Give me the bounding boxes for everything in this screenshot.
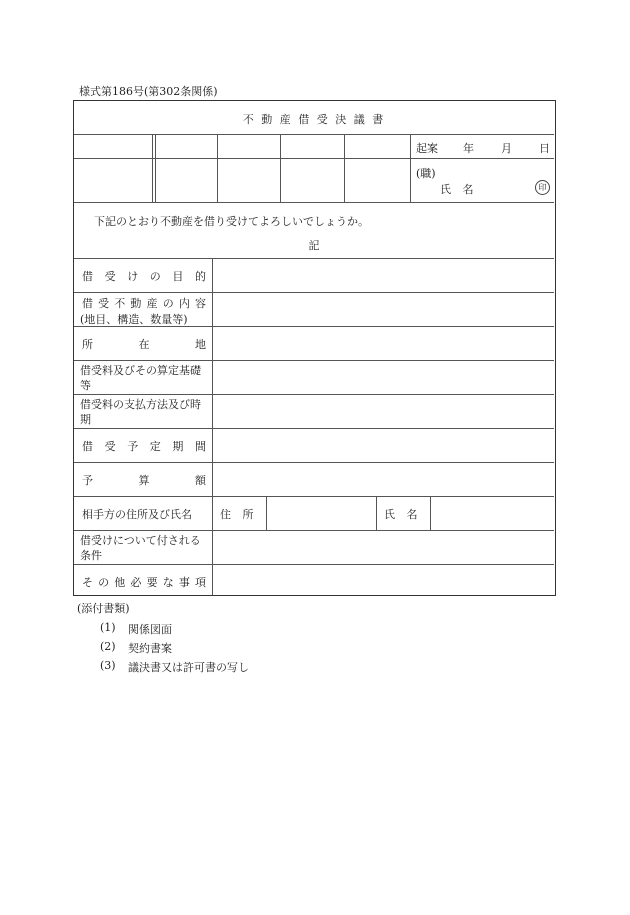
other-matters-label: その他必要な事項	[82, 576, 206, 589]
draft-month-label: 月	[501, 142, 512, 155]
draft-day-label: 日	[539, 142, 550, 155]
budget-value-cell[interactable]	[213, 463, 554, 496]
ki-label: 記	[308, 239, 320, 252]
property-content-label-line1: 借 受 不 動 産 の 内 容	[82, 297, 206, 310]
lease-period-value-cell[interactable]	[213, 429, 554, 462]
stamp-cell-divider	[217, 134, 218, 202]
conditions-label: 借受けについて付される条件	[80, 534, 201, 562]
rent-basis-value-cell[interactable]	[213, 361, 554, 394]
counterparty-label: 相手方の住所及び氏名	[82, 508, 192, 521]
divider	[74, 134, 554, 135]
purpose-label: 借受けの目的	[82, 270, 206, 283]
form-title: 不 動 産 借 受 決 議 書	[242, 113, 386, 126]
stamp-cell-divider	[344, 134, 345, 202]
form-number-label: 様式第186号(第302条関係)	[79, 85, 218, 98]
purpose-value-cell[interactable]	[213, 259, 554, 292]
counterparty-name-value-cell[interactable]	[431, 497, 554, 530]
seal-mark: 印	[535, 180, 550, 195]
intro-sentence: 下記のとおり不動産を借り受けてよろしいでしょうか。	[94, 215, 369, 228]
attachment-item-2: 契約書案	[128, 642, 172, 655]
payment-method-label: 借受料の支払方法及び時期	[80, 398, 201, 426]
other-matters-value-cell[interactable]	[213, 565, 554, 595]
location-label: 所在地	[82, 338, 206, 351]
property-content-value-cell[interactable]	[213, 293, 554, 326]
attachment-num-1: (1)	[100, 621, 116, 634]
attachment-item-1: 関係図面	[128, 623, 172, 636]
attachment-item-3: 議決書又は許可書の写し	[128, 661, 249, 674]
stamp-cell-divider	[410, 134, 411, 202]
address-label: 住 所	[220, 508, 258, 521]
decision-form-table	[73, 100, 556, 596]
budget-label: 予算額	[82, 474, 206, 487]
stamp-cell-divider	[280, 134, 281, 202]
draft-label: 起案	[416, 142, 438, 155]
attachments-header: (添付書類)	[77, 602, 130, 615]
counterparty-name-label: 氏 名	[384, 508, 422, 521]
property-content-label-line2: (地目、構造、数量等)	[80, 313, 188, 326]
stamp-cell-divider	[152, 134, 153, 202]
rent-basis-label: 借受料及びその算定基礎等	[80, 364, 201, 392]
stamp-cell-divider	[155, 134, 156, 202]
drafter-name-label: 氏 名	[440, 183, 478, 196]
position-label: (職)	[416, 167, 436, 180]
attachment-num-2: (2)	[100, 640, 116, 653]
draft-year-label: 年	[463, 142, 474, 155]
lease-period-label: 借受予定期間	[82, 440, 206, 453]
divider	[74, 158, 554, 159]
address-value-cell[interactable]	[267, 497, 375, 530]
conditions-value-cell[interactable]	[213, 531, 554, 564]
payment-method-value-cell[interactable]	[213, 395, 554, 428]
location-value-cell[interactable]	[213, 327, 554, 360]
name-label-divider	[376, 496, 377, 530]
attachment-num-3: (3)	[100, 659, 116, 672]
divider	[74, 202, 554, 203]
